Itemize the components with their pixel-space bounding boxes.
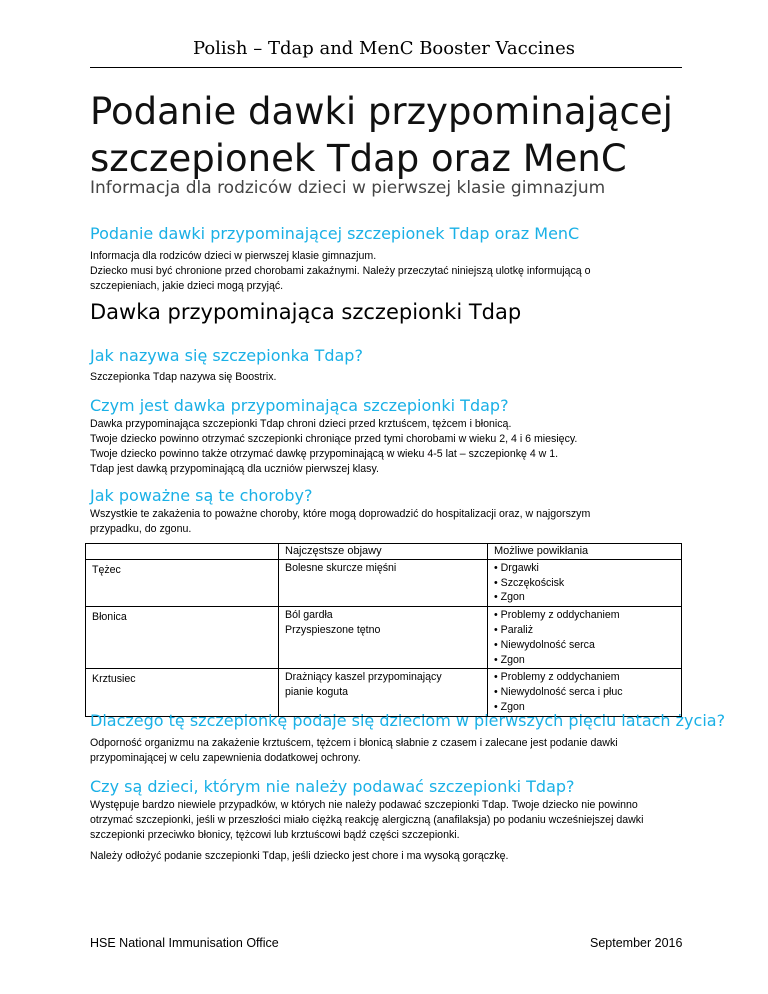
text-line: przypominającej w celu zapewnienia dodatkowej ochrony.: [90, 752, 361, 764]
table-header-complications: Możliwe powikłania: [488, 544, 682, 560]
complication: • Niewydolność serca i płuc: [494, 686, 623, 699]
disease-table: [85, 543, 682, 717]
complications-cell: [488, 559, 682, 606]
complication: • Szczękościsk: [494, 576, 565, 589]
symptom: Drażniący kaszel przypominający: [285, 671, 442, 684]
intro-text: [90, 249, 690, 294]
page-title: [90, 88, 690, 182]
text-line: szczepionki przeciwko błonicy, tężcowi lub krztuścowi bądź części szczepionki.: [90, 829, 460, 841]
section-title: Dawka przypominająca szczepionki Tdap: [90, 300, 522, 324]
symptom: pianie koguta: [285, 686, 349, 699]
symptom: Przyspieszone tętno: [285, 623, 381, 636]
complication: • Drgawki: [494, 561, 539, 574]
q1-heading: Jak nazywa się szczepionka Tdap?: [90, 346, 363, 365]
text-line: Twoje dziecko powinno także otrzymać dawkę przypominającą w wieku 4-5 lat – szczepionkę 4 w 1.: [90, 448, 559, 460]
symptoms-cell: [279, 607, 488, 669]
header-rule: [90, 67, 682, 68]
symptoms-cell: [279, 669, 488, 716]
q4-heading: Dlaczego tę szczepionkę podaje się dzieciom w pierwszych pięciu latach życia?: [90, 711, 726, 730]
q1-text: [90, 370, 690, 385]
table-header-row: [86, 544, 682, 560]
q5-text: [90, 798, 690, 843]
disease-name: Tężec: [86, 559, 279, 606]
footer-organisation: HSE National Immunisation Office: [90, 936, 279, 950]
complication: • Problemy z oddychaniem: [494, 609, 620, 622]
symptom: Bolesne skurcze mięśni: [285, 561, 397, 574]
table-row: [86, 559, 682, 606]
q4-text: [90, 736, 690, 766]
page-title-line-2: szczepionek Tdap oraz MenC: [90, 137, 627, 180]
footer-date: September 2016: [590, 936, 683, 950]
text-line: Tdap jest dawką przypominającą dla uczniów pierwszej klasy.: [90, 463, 379, 475]
q3-heading: Jak poważne są te choroby?: [90, 486, 313, 505]
complication: • Problemy z oddychaniem: [494, 671, 620, 684]
table-header-symptoms: Najczęstsze objawy: [279, 544, 488, 560]
complication: • Zgon: [494, 591, 525, 604]
symptom: Ból gardła: [285, 609, 333, 622]
q5-heading: Czy są dzieci, którym nie należy podawać szczepionki Tdap?: [90, 777, 575, 796]
complication: • Zgon: [494, 653, 525, 666]
text-line: szczepieniach, jakie dzieci mogą przyjąć.: [90, 280, 284, 292]
page-subtitle: Informacja dla rodziców dzieci w pierwszej klasie gimnazjum: [90, 178, 606, 198]
table-row: [86, 669, 682, 716]
text-line: Szczepionka Tdap nazywa się Boostrix.: [90, 371, 277, 383]
text-line: Dawka przypominająca szczepionki Tdap chroni dzieci przed krztuścem, tężcem i błonicą.: [90, 418, 512, 430]
complication: • Niewydolność serca: [494, 638, 595, 651]
text-line: Wszystkie te zakażenia to poważne choroby, które mogą doprowadzić do hospitalizacji oraz, w najgorszym: [90, 508, 591, 520]
text-line: Odporność organizmu na zakażenie krztuścem, tężcem i błonicą słabnie z czasem i zalecane jest podanie dawki: [90, 737, 618, 749]
q3-text: [90, 507, 690, 537]
text-line: przypadku, do zgonu.: [90, 523, 192, 535]
running-header: Polish – Tdap and MenC Booster Vaccines: [192, 38, 576, 59]
complications-cell: [488, 669, 682, 716]
complication: • Paraliż: [494, 623, 534, 636]
symptoms-cell: [279, 559, 488, 606]
complications-cell: [488, 607, 682, 669]
complication: • Zgon: [494, 700, 525, 713]
text-line: Należy odłożyć podanie szczepionki Tdap, jeśli dziecko jest chore i ma wysoką gorączkę.: [90, 850, 509, 862]
intro-heading: Podanie dawki przypominającej szczepionek Tdap oraz MenC: [90, 224, 580, 243]
disease-name: Krztusiec: [86, 669, 279, 716]
text-line: Występuje bardzo niewiele przypadków, w których nie należy podawać szczepionki Tdap. Twoje dziecko nie powinno: [90, 799, 638, 811]
text-line: Twoje dziecko powinno otrzymać szczepionki chroniące przed tymi chorobami w wieku 2, 4 i 6 miesięcy.: [90, 433, 578, 445]
q2-heading: Czym jest dawka przypominająca szczepionki Tdap?: [90, 396, 509, 415]
q2-text: [90, 417, 690, 477]
page-title-line-1: Podanie dawki przypominającej: [90, 90, 673, 133]
disease-name: Błonica: [86, 607, 279, 669]
q5-extra-text: [90, 849, 690, 864]
table-row: [86, 607, 682, 669]
text-line: Informacja dla rodziców dzieci w pierwszej klasie gimnazjum.: [90, 250, 377, 262]
text-line: otrzymać szczepionki, jeśli w przeszłości miało ciężką reakcję alergiczną (anafilaksja) po podaniu wcześniejszej dawki: [90, 814, 644, 826]
text-line: Dziecko musi być chronione przed chorobami zakaźnymi. Należy przeczytać niniejszą ulotkę informującą o: [90, 265, 591, 277]
table-header-empty: [86, 544, 279, 560]
